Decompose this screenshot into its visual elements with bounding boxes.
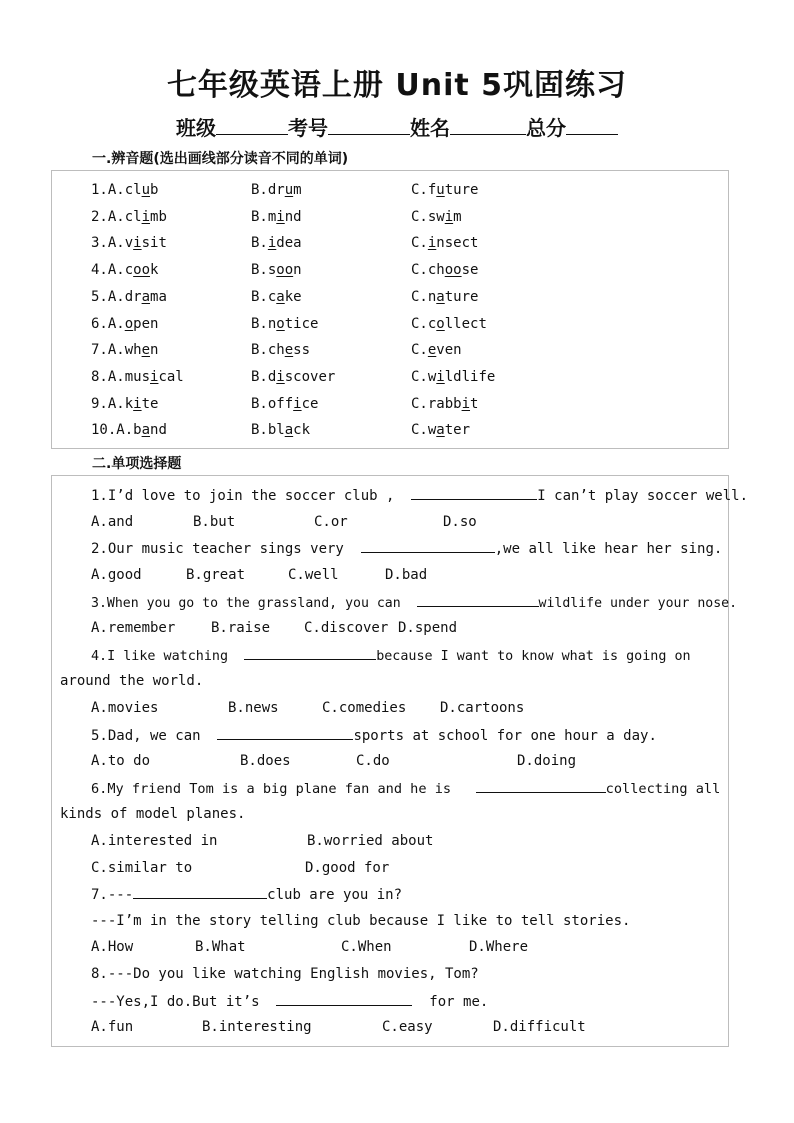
option-5a[interactable]: A.to do xyxy=(91,753,151,769)
word-part: 4.A. xyxy=(91,262,125,279)
phonetic-option[interactable] xyxy=(251,394,318,414)
option-4c[interactable]: C.comedies xyxy=(322,700,407,716)
word-part: dea xyxy=(276,235,302,252)
question-4-continued: around the world. xyxy=(60,673,204,689)
option-6c[interactable]: C.similar to xyxy=(91,860,193,876)
word-part: t xyxy=(470,395,479,412)
question-1: 1.I’d love to join the soccer club , I can’t play soccer well. xyxy=(91,485,748,506)
answer-blank-8[interactable] xyxy=(276,991,412,1006)
answer-blank-3[interactable] xyxy=(417,592,539,607)
word-part: scover xyxy=(284,368,336,385)
option-6a[interactable]: A.interested in xyxy=(91,833,218,849)
word-part: k xyxy=(150,262,159,279)
option-8b[interactable]: B.interesting xyxy=(202,1019,312,1035)
option-4b[interactable]: B.news xyxy=(228,700,279,716)
option-2d[interactable]: D.bad xyxy=(385,567,428,583)
option-2a[interactable]: A.good xyxy=(91,567,142,583)
word-part: 5.A. xyxy=(91,288,125,305)
word-part: v xyxy=(124,235,134,252)
word-part: tice xyxy=(284,315,319,332)
word-part: 9.A. xyxy=(91,395,125,412)
phonetic-option[interactable] xyxy=(251,340,310,360)
question-4: 4.I like watching because I want to know what is going on xyxy=(91,645,691,667)
word-part: sw xyxy=(427,208,445,225)
underlined-letters: e xyxy=(141,342,151,359)
word-part: C. xyxy=(411,288,428,305)
option-1b[interactable]: B.but xyxy=(193,514,236,530)
underlined-letters: e xyxy=(427,342,437,359)
word-part: 2.A. xyxy=(91,208,125,225)
word-part: m xyxy=(293,182,302,198)
word-part: rabb xyxy=(427,395,462,412)
word-part: nd xyxy=(284,208,302,225)
word-part: off xyxy=(267,395,294,412)
word-part: nsect xyxy=(436,235,479,252)
question-8: 8.---Do you like watching English movies, Tom? xyxy=(91,966,479,982)
word-part: 6.A. xyxy=(91,315,125,332)
word-part: ke xyxy=(284,288,302,305)
option-7a[interactable]: A.How xyxy=(91,939,134,955)
word-part: C. xyxy=(411,315,428,332)
phonetic-option[interactable] xyxy=(91,394,158,414)
word-part: ce xyxy=(301,395,319,412)
question-2: 2.Our music teacher sings very ,we all like hear her sing. xyxy=(91,538,722,559)
word-part: C. xyxy=(411,422,428,439)
word-part: nd xyxy=(150,422,167,439)
phonetic-option[interactable] xyxy=(411,394,478,414)
underlined-letters: o xyxy=(436,315,445,332)
word-part: C. xyxy=(411,395,428,412)
underlined-letters: i xyxy=(293,395,302,412)
phonetic-option[interactable] xyxy=(411,340,462,360)
word-part: d xyxy=(267,368,277,385)
word-part: ck xyxy=(293,422,311,439)
word-part: 8.A. xyxy=(91,368,125,385)
exam-no-label: 考号 xyxy=(288,116,328,140)
word-part: ch xyxy=(267,342,285,359)
underlined-letters: i xyxy=(267,235,277,252)
phonetic-option[interactable] xyxy=(411,367,495,387)
word-part: w xyxy=(427,368,437,385)
option-4d[interactable]: D.cartoons xyxy=(440,700,525,716)
word-part: ma xyxy=(150,288,167,305)
word-part: dr xyxy=(124,288,142,305)
word-part: ven xyxy=(436,342,462,359)
underlined-letters: i xyxy=(150,368,159,385)
phonetic-option[interactable] xyxy=(91,367,184,387)
underlined-letters: i xyxy=(133,395,142,412)
option-7b[interactable]: B.What xyxy=(195,939,246,955)
word-part: ldlife xyxy=(444,368,496,385)
question-7-answer-line: ---I’m in the story telling club because I like to tell stories. xyxy=(91,913,631,929)
word-part: B. xyxy=(251,262,268,279)
answer-blank-6[interactable] xyxy=(476,778,606,793)
underlined-letters: oo xyxy=(133,262,151,279)
phonetic-option[interactable] xyxy=(411,420,470,440)
phonetic-option[interactable] xyxy=(251,260,302,280)
word-part: 10.A. xyxy=(91,422,134,439)
phonetic-option[interactable] xyxy=(91,287,167,307)
phonetic-option[interactable] xyxy=(91,233,167,253)
word-part: w xyxy=(427,422,437,439)
option-3a[interactable]: A.remember xyxy=(91,620,176,636)
phonetic-option[interactable] xyxy=(251,233,302,253)
underlined-letters: i xyxy=(141,208,151,225)
word-part: m xyxy=(267,208,277,225)
option-1d[interactable]: D.so xyxy=(443,514,477,530)
section2-title: 二.单项选择题 xyxy=(92,456,182,472)
word-part: c xyxy=(427,315,437,332)
option-8c[interactable]: C.easy xyxy=(382,1019,433,1035)
name-blank[interactable] xyxy=(450,116,526,135)
word-part: c xyxy=(124,262,134,279)
word-part: n xyxy=(150,342,159,359)
word-part: se xyxy=(461,262,479,279)
phonetic-option[interactable] xyxy=(91,207,167,227)
option-7c[interactable]: C.When xyxy=(341,939,392,955)
question-6: 6.My friend Tom is a big plane fan and he is collecting all xyxy=(91,778,720,799)
option-6b[interactable]: B.worried about xyxy=(307,833,434,849)
option-1a[interactable]: A.and xyxy=(91,514,134,530)
word-part: s xyxy=(267,262,277,279)
phonetic-option[interactable] xyxy=(251,314,318,334)
underlined-letters: i xyxy=(427,235,437,252)
option-7d[interactable]: D.Where xyxy=(469,939,529,955)
answer-blank-5[interactable] xyxy=(217,725,353,740)
word-part: B. xyxy=(251,395,268,412)
phonetic-option[interactable] xyxy=(411,260,478,280)
word-part: B. xyxy=(251,315,268,332)
phonetic-option[interactable] xyxy=(251,180,302,200)
phonetic-option[interactable] xyxy=(251,207,302,227)
underlined-letters: e xyxy=(284,342,294,359)
answer-blank-1[interactable] xyxy=(411,485,537,500)
option-2b[interactable]: B.great xyxy=(186,567,246,583)
underlined-letters: i xyxy=(436,368,445,385)
word-part: C. xyxy=(411,342,428,359)
score-label: 总分 xyxy=(526,116,566,140)
phonetic-option[interactable] xyxy=(411,233,478,253)
option-8d[interactable]: D.difficult xyxy=(493,1019,586,1035)
underlined-letters: a xyxy=(141,422,151,439)
underlined-letters: a xyxy=(276,288,285,305)
phonetic-option[interactable] xyxy=(91,420,167,440)
word-part: B. xyxy=(251,342,268,359)
word-part: C. xyxy=(411,262,428,279)
phonetic-option[interactable] xyxy=(251,287,302,307)
phonetic-option[interactable] xyxy=(91,180,158,200)
option-6d[interactable]: D.good for xyxy=(305,860,390,876)
class-label: 班级 xyxy=(176,116,216,140)
word-part: te xyxy=(141,395,159,412)
word-part: ch xyxy=(427,262,445,279)
word-part: c xyxy=(267,288,277,305)
underlined-letters: u xyxy=(141,182,151,198)
option-3d[interactable]: D.spend xyxy=(398,620,458,636)
option-5b[interactable]: B.does xyxy=(240,753,291,769)
word-part: B. xyxy=(251,235,268,252)
underlined-letters: i xyxy=(444,208,454,225)
word-part: cal xyxy=(158,368,184,385)
word-part: k xyxy=(124,395,134,412)
student-info-line xyxy=(0,112,794,141)
word-part: n xyxy=(427,288,437,305)
underlined-letters: a xyxy=(284,422,294,439)
word-part: C. xyxy=(411,208,428,225)
underlined-letters: a xyxy=(141,288,151,305)
option-5d[interactable]: D.doing xyxy=(517,753,577,769)
option-3c[interactable]: C.discover xyxy=(304,620,389,636)
word-part: wh xyxy=(124,342,142,359)
word-part: 1.A. xyxy=(91,182,125,198)
word-part: 7.A. xyxy=(91,342,125,359)
word-part: B. xyxy=(251,182,268,198)
phonetic-option[interactable] xyxy=(411,314,487,334)
underlined-letters: o xyxy=(276,315,285,332)
page-title: 七年级英语上册 Unit 5巩固练习 xyxy=(166,68,628,103)
word-part: 3.A. xyxy=(91,235,125,252)
option-2c[interactable]: C.well xyxy=(288,567,339,583)
answer-blank-7[interactable] xyxy=(133,884,267,899)
section2-box xyxy=(51,475,729,1047)
word-part: C. xyxy=(411,368,428,385)
underlined-letters: u xyxy=(284,182,294,198)
phonetic-option[interactable] xyxy=(411,207,462,227)
word-part: cl xyxy=(124,208,142,225)
question-6-continued: kinds of model planes. xyxy=(60,806,246,822)
section1-title: 一.辨音题(选出画线部分读音不同的单词) xyxy=(92,151,349,167)
option-1c[interactable]: C.or xyxy=(314,514,348,530)
question-5: 5.Dad, we can sports at school for one hour a day. xyxy=(91,725,657,746)
question-7: 7.--- club are you in? xyxy=(91,884,402,905)
option-5c[interactable]: C.do xyxy=(356,753,390,769)
word-part: mus xyxy=(124,368,151,385)
word-part: cl xyxy=(124,182,142,198)
word-part: C. xyxy=(411,235,428,252)
phonetic-option[interactable] xyxy=(91,314,158,334)
option-3b[interactable]: B.raise xyxy=(211,620,271,636)
underlined-letters: o xyxy=(124,315,134,332)
underlined-letters: i xyxy=(276,208,285,225)
word-part: B. xyxy=(251,422,268,439)
phonetic-option[interactable] xyxy=(91,340,158,360)
score-blank[interactable] xyxy=(566,116,618,135)
word-part: C. xyxy=(411,182,428,198)
phonetic-option[interactable] xyxy=(251,367,335,387)
phonetic-option[interactable] xyxy=(411,287,478,307)
word-part: n xyxy=(293,262,302,279)
underlined-letters: oo xyxy=(444,262,462,279)
word-part: sit xyxy=(141,235,167,252)
word-part: n xyxy=(267,315,277,332)
word-part: bl xyxy=(267,422,285,439)
word-part: B. xyxy=(251,208,268,225)
answer-blank-4[interactable] xyxy=(244,645,376,660)
underlined-letters: i xyxy=(276,368,285,385)
underlined-letters: a xyxy=(436,422,445,439)
question-3: 3.When you go to the grassland, you can wildlife under your nose. xyxy=(91,592,737,614)
phonetic-option[interactable] xyxy=(411,180,478,200)
word-part: B. xyxy=(251,368,268,385)
word-part: m xyxy=(453,208,462,225)
word-part: pen xyxy=(133,315,159,332)
word-part: dr xyxy=(267,182,285,198)
question-8-reply: ---Yes,I do.But it’s for me. xyxy=(91,991,488,1012)
phonetic-option[interactable] xyxy=(251,420,310,440)
word-part: b xyxy=(133,422,142,439)
class-blank[interactable] xyxy=(216,116,288,135)
word-part: mb xyxy=(150,208,167,225)
word-part: ss xyxy=(293,342,311,359)
word-part: ture xyxy=(444,182,479,198)
underlined-letters: u xyxy=(436,182,445,198)
word-part: B. xyxy=(251,288,268,305)
answer-blank-2[interactable] xyxy=(361,538,495,553)
word-part: ture xyxy=(444,288,479,305)
underlined-letters: i xyxy=(461,395,471,412)
exam-no-blank[interactable] xyxy=(328,116,410,135)
phonetic-option[interactable] xyxy=(91,260,158,280)
word-part: f xyxy=(427,182,437,198)
word-part: llect xyxy=(444,315,487,332)
underlined-letters: i xyxy=(133,235,142,252)
option-8a[interactable]: A.fun xyxy=(91,1019,134,1035)
name-label: 姓名 xyxy=(410,116,450,140)
option-4a[interactable]: A.movies xyxy=(91,700,159,716)
underlined-letters: a xyxy=(436,288,445,305)
word-part: b xyxy=(150,182,159,198)
word-part: ter xyxy=(444,422,471,439)
underlined-letters: oo xyxy=(276,262,294,279)
